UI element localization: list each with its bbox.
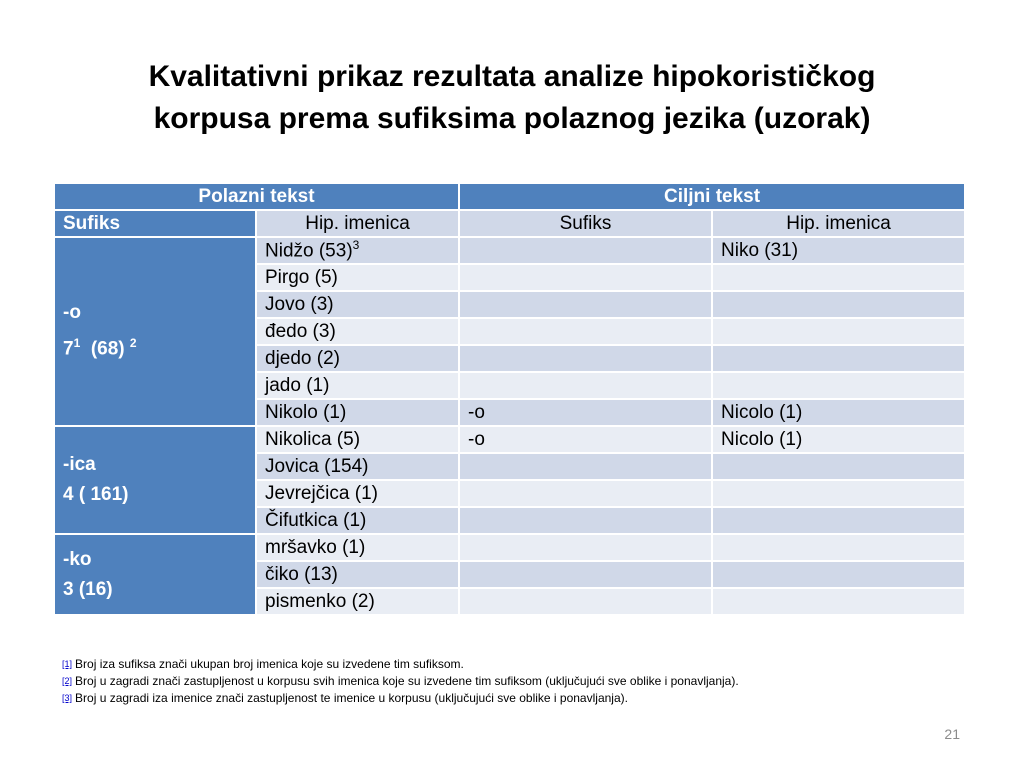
suffix-table bbox=[53, 182, 966, 616]
group-count: $7^1$ (68) $^2$ bbox=[63, 336, 137, 360]
target-noun-cell bbox=[712, 534, 965, 561]
footnote-text: Broj iza sufiksa znači ukupan broj imenica koje su izvedene tim sufiksom. bbox=[75, 657, 464, 671]
title-line-1: Kvalitativni prikaz rezultata analize hipokorističkog bbox=[148, 60, 876, 93]
target-suffix-cell: -o bbox=[459, 426, 712, 453]
target-suffix-cell bbox=[459, 453, 712, 480]
footnote-3 bbox=[62, 690, 962, 707]
target-suffix-cell bbox=[459, 507, 712, 534]
group-suffix: -ko bbox=[63, 548, 92, 570]
noun-cell: Čifutkica (1) bbox=[256, 507, 459, 534]
noun-cell: Jovo (3) bbox=[256, 291, 459, 318]
target-noun-cell bbox=[712, 561, 965, 588]
target-noun-cell bbox=[712, 453, 965, 480]
table-row bbox=[54, 237, 965, 264]
footnote-2 bbox=[62, 673, 962, 690]
group-cell-ica bbox=[54, 426, 256, 534]
footnote-link-1[interactable]: [1] bbox=[62, 659, 73, 669]
target-noun-cell bbox=[712, 480, 965, 507]
target-suffix-cell bbox=[459, 372, 712, 399]
page-number: 21 bbox=[944, 726, 960, 742]
target-suffix-cell bbox=[459, 291, 712, 318]
target-suffix-cell bbox=[459, 237, 712, 264]
noun-cell: mršavko (1) bbox=[256, 534, 459, 561]
noun-cell: jado (1) bbox=[256, 372, 459, 399]
target-noun-cell: Nicolo (1) bbox=[712, 426, 965, 453]
header-source-text: Polazni tekst bbox=[54, 183, 459, 210]
noun-cell: djedo (2) bbox=[256, 345, 459, 372]
group-cell-o bbox=[54, 237, 256, 426]
footnote-link-3[interactable]: [3] bbox=[62, 693, 73, 703]
noun-cell: Pirgo (5) bbox=[256, 264, 459, 291]
footnotes bbox=[62, 656, 962, 707]
target-suffix-cell bbox=[459, 318, 712, 345]
target-suffix-cell bbox=[459, 264, 712, 291]
table-row bbox=[54, 534, 965, 561]
subheader-suffix: Sufiks bbox=[54, 210, 256, 237]
target-noun-cell bbox=[712, 588, 965, 615]
noun-cell: Nikolo (1) bbox=[256, 399, 459, 426]
target-noun-cell bbox=[712, 318, 965, 345]
target-suffix-cell bbox=[459, 345, 712, 372]
table-subheader-row bbox=[54, 210, 965, 237]
footnote-link-2[interactable]: [2] bbox=[62, 676, 73, 686]
target-noun-cell bbox=[712, 345, 965, 372]
target-noun-cell: Nicolo (1) bbox=[712, 399, 965, 426]
group-suffix: -o bbox=[63, 302, 81, 324]
target-suffix-cell: -o bbox=[459, 399, 712, 426]
target-noun-cell bbox=[712, 372, 965, 399]
group-count: 3 (16) bbox=[63, 578, 113, 600]
group-cell-ko bbox=[54, 534, 256, 615]
group-count: 4 ( 161) bbox=[63, 484, 129, 505]
footnote-text: Broj u zagradi iza imenice znači zastupljenost te imenice u korpusu (uključujući sve oblike i ponavljanja). bbox=[75, 691, 628, 705]
group-suffix: -ica bbox=[63, 454, 96, 475]
subheader-target-suffix: Sufiks bbox=[459, 210, 712, 237]
title-line-2: korpusa prema sufiksima polaznog jezika (uzorak) bbox=[153, 102, 871, 135]
noun-cell: Nikolica (5) bbox=[256, 426, 459, 453]
noun-cell: đedo (3) bbox=[256, 318, 459, 345]
target-noun-cell bbox=[712, 507, 965, 534]
target-noun-cell bbox=[712, 264, 965, 291]
table-header-row bbox=[54, 183, 965, 210]
noun-cell: pismenko (2) bbox=[256, 588, 459, 615]
target-noun-cell bbox=[712, 291, 965, 318]
table-row bbox=[54, 426, 965, 453]
noun-cell: Jevrejčica (1) bbox=[256, 480, 459, 507]
footnote-1 bbox=[62, 656, 962, 673]
subheader-target-noun: Hip. imenica bbox=[712, 210, 965, 237]
target-suffix-cell bbox=[459, 561, 712, 588]
noun-cell: Jovica (154) bbox=[256, 453, 459, 480]
slide-title bbox=[60, 56, 964, 140]
target-suffix-cell bbox=[459, 480, 712, 507]
target-suffix-cell bbox=[459, 534, 712, 561]
noun-cell: Nidžo $(53)^3$ bbox=[256, 237, 459, 264]
footnote-text: Broj u zagradi znači zastupljenost u korpusu svih imenica koje su izvedene tim sufiksom (uključujući sve oblike i ponavljanja). bbox=[75, 674, 739, 688]
subheader-noun: Hip. imenica bbox=[256, 210, 459, 237]
target-suffix-cell bbox=[459, 588, 712, 615]
noun-cell: čiko (13) bbox=[256, 561, 459, 588]
header-target-text: Ciljni tekst bbox=[459, 183, 965, 210]
target-noun-cell: Niko (31) bbox=[712, 237, 965, 264]
